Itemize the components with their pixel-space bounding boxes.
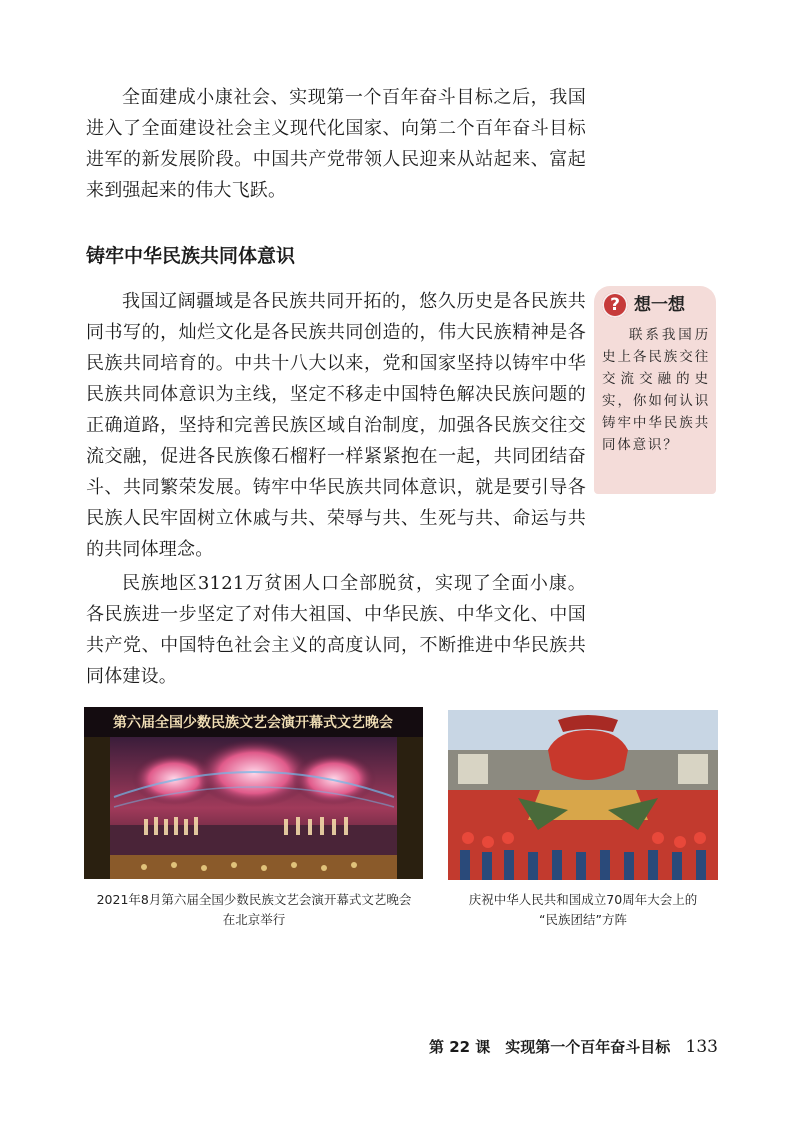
- performance-photo: [84, 707, 423, 879]
- caption1-line1: 2021年8月第六届全国少数民族文艺会演开幕式文艺晚会: [96, 892, 412, 907]
- parade-photo-art: [448, 710, 718, 880]
- section-heading: 铸牢中华民族共同体意识: [86, 245, 296, 267]
- intro-paragraph: 全面建成小康社会、实现第一个百年奋斗目标之后，我国进入了全面建设社会主义现代化国家、向第二个百年奋斗目标进军的新发展阶段。中国共产党带领人民迎来从站起来、富起来到强起来的伟大飞跃。: [86, 87, 586, 201]
- question-icon: ?: [602, 292, 628, 318]
- lesson-title: 第 22 课 实现第一个百年奋斗目标: [428, 1038, 671, 1056]
- body-paragraph-2: 民族地区3121万贫困人口全部脱贫，实现了全面小康。各民族进一步坚定了对伟大祖国、中华民族、中华文化、中国共产党、中国特色社会主义的高度认同，不断推进中华民族共同体建设。: [86, 573, 586, 687]
- body-paragraph-1: 我国辽阔疆域是各民族共同开拓的，悠久历史是各民族共同书写的，灿烂文化是各民族共同创造的，伟大民族精神是各民族共同培育的。中共十八大以来，党和国家坚持以铸牢中华民族共同体意识为主线，坚定不移走中国特色解决民族问题的正确道路，坚持和完善民族区域自治制度，加强各民族交往交流交融，促进各民族像石榴籽一样紧紧抱在一起，共同团结奋斗、共同繁荣发展。铸牢中华民族共同体意识，就是要引导各民族人民牢固树立休戚与共、荣辱与共、生死与共、命运与共的共同体理念。: [86, 291, 586, 560]
- page-footer: [429, 1036, 718, 1057]
- think-sidebox: [594, 286, 716, 494]
- caption2-line2: “民族团结”方阵: [539, 912, 627, 927]
- page-number: 133: [685, 1037, 718, 1057]
- performance-photo-caption: [80, 890, 428, 930]
- performance-photo-art: [84, 707, 423, 879]
- sidebox-text: 联系我国历史上各民族交往交流交融的史实，你如何认识铸牢中华民族共同体意识？: [602, 327, 710, 453]
- parade-photo-caption: [440, 890, 726, 930]
- caption2-line1: 庆祝中华人民共和国成立70周年大会上的: [468, 892, 698, 907]
- photo1-banner: 第六届全国少数民族文艺会演开幕式文艺晚会: [113, 715, 393, 731]
- sidebox-title: 想一想: [634, 295, 685, 315]
- parade-photo: [448, 710, 718, 880]
- caption1-line2: 在北京举行: [222, 912, 286, 927]
